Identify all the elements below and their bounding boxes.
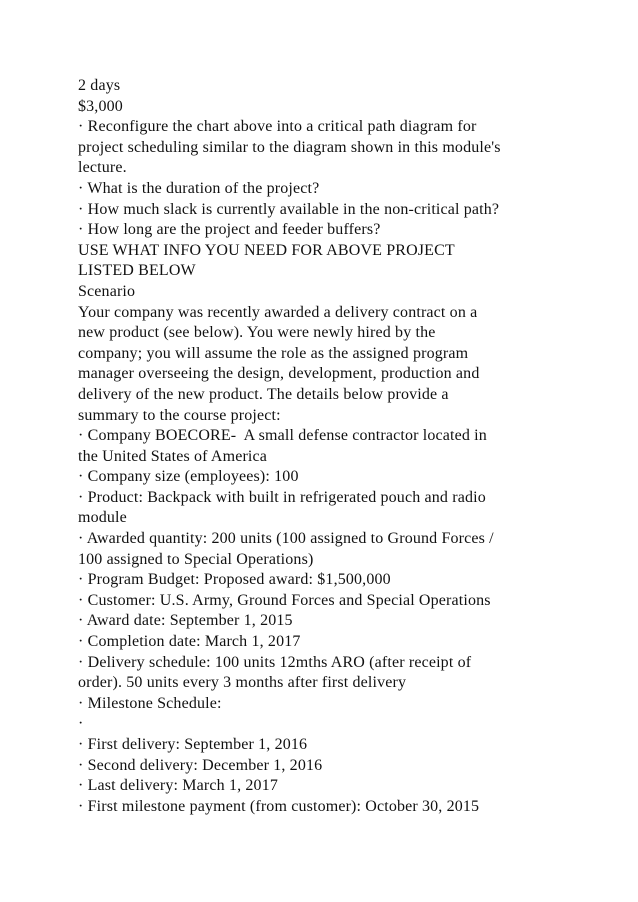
text-line: Your company was recently awarded a delivery contract on a [78,303,478,321]
text-line: · First milestone payment (from customer): October 30, 2015 [78,797,480,815]
text-line: project scheduling similar to the diagram shown in this module's [78,138,501,156]
text-line: new product (see below). You were newly hired by the [78,324,436,342]
text-line: · Company BOECORE- A small defense contractor located in [78,427,487,445]
text-line: $3,000 [78,97,123,115]
text-line: delivery of the new product. The details below provide a [78,385,449,403]
text-line: · Product: Backpack with built in refrigerated pouch and radio [78,488,486,506]
text-line: · What is the duration of the project? [78,179,320,197]
text-line: module [78,509,127,527]
text-line: LISTED BELOW [78,262,196,280]
text-line: the United States of America [78,447,268,465]
text-line: summary to the course project: [78,406,281,424]
text-line: · Second delivery: December 1, 2016 [78,756,323,774]
text-line: 100 assigned to Special Operations) [78,550,314,568]
text-line: lecture. [78,159,127,177]
text-line: · Completion date: March 1, 2017 [78,633,301,651]
text-line: · Delivery schedule: 100 units 12mths ARO (after receipt of [78,653,472,671]
text-line: · Awarded quantity: 200 units (100 assigned to Ground Forces / [78,530,494,548]
text-line: · How long are the project and feeder buffers? [78,221,381,239]
text-line: · Reconfigure the chart above into a critical path diagram for [78,118,477,136]
text-line: · Customer: U.S. Army, Ground Forces and Special Operations [78,591,491,609]
text-line: 2 days [78,77,121,94]
text-line: · Milestone Schedule: [78,694,222,712]
text-line: USE WHAT INFO YOU NEED FOR ABOVE PROJECT [78,241,455,259]
text-line: · First delivery: September 1, 2016 [78,736,308,753]
text-line: · Program Budget: Proposed award: $1,500,000 [78,571,391,589]
text-line: · Last delivery: March 1, 2017 [78,777,278,795]
text-line: order). 50 units every 3 months after first delivery [78,674,407,692]
text-line: · [78,715,84,733]
text-line: company; you will assume the role as the assigned program [78,344,469,362]
text-line: · Award date: September 1, 2015 [78,612,293,630]
text-line: manager overseeing the design, development, production and [78,365,480,383]
document-page [78,76,618,817]
text-line: Scenario [78,282,136,300]
text-line: · How much slack is currently available in the non-critical path? [78,200,500,218]
text-line: · Company size (employees): 100 [78,468,299,486]
